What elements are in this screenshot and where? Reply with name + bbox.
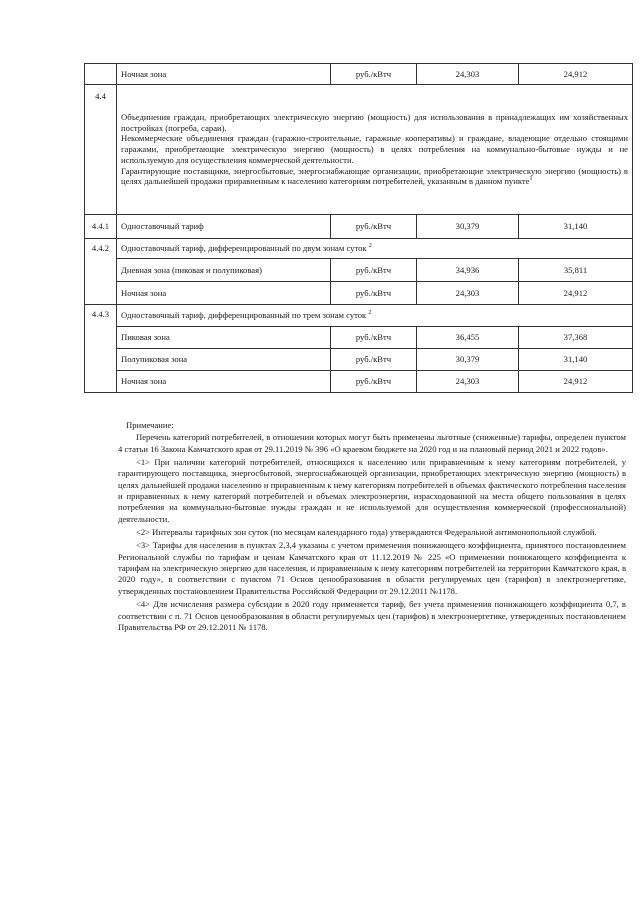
section-paragraph: Объединения граждан, приобретающих электрическую энергию (мощность) для использования в принадлежащих им хозяйственных постройках (погреба, сараи).	[121, 111, 628, 133]
row-number: 4.4.3	[85, 305, 117, 393]
table-row	[85, 327, 633, 349]
row-label: Одноставочный тариф, дифференцированный по двум зонам суток $^2$	[117, 239, 633, 259]
value-2020-h2: 35,811	[519, 259, 633, 282]
row-unit: руб./кВтч	[331, 215, 417, 239]
row-label: Ночная зона	[117, 282, 331, 305]
row-number	[85, 64, 117, 85]
footnote-mark: 1	[529, 176, 533, 183]
row-label: Дневная зона (пиковая и полупиковая)	[117, 259, 331, 282]
value-2020-h2: 24,912	[519, 371, 633, 393]
row-label: Одноставочный тариф, дифференцированный по трем зонам суток $^2$	[117, 305, 633, 327]
table-row	[85, 239, 633, 259]
value-2020-h1: 24,303	[417, 64, 519, 85]
table-row	[85, 282, 633, 305]
table-row	[85, 371, 633, 393]
value-2020-h1: 24,303	[417, 282, 519, 305]
value-2020-h2: 24,912	[519, 64, 633, 85]
row-number: 4.4.2	[85, 239, 117, 305]
note-item: Перечень категорий потребителей, в отношении которых могут быть применены льготные (сниженные) тарифы, определен пунктом 4 статьи 16 Закона Камчатского края от 29.11.2019 № 396 «О краевом бюджете на 2020 год и на плановый период 2021 и 2022 годов».	[118, 432, 626, 454]
table-row	[85, 64, 633, 85]
value-2020-h1: 24,303	[417, 371, 519, 393]
value-2020-h2: 37,368	[519, 327, 633, 349]
value-2020-h1: 36,455	[417, 327, 519, 349]
value-2020-h1: 34,936	[417, 259, 519, 282]
note-item: <2> Интервалы тарифных зон суток (по месяцам календарного года) утверждаются Федеральной антимонопольной службой.	[136, 527, 597, 538]
table-row	[85, 349, 633, 371]
row-label: Полупиковая зона	[117, 349, 331, 371]
note-item: <1> При наличии категорий потребителей, относящихся к населению или приравненным к нему категориям потребителей, у гарантирующего поставщика, энергосбытовой, энергоснабжающей организации, приобретающих электрическую энергию (мощность) в целях дальнейшей продажи населению и приравненным к нему категориям потребителей в объемах фактического потребления населения и приравненных к нему категорий потребителей и объемах электроэнергии, израсходованной на места общего пользования в целях потребления на коммунально-бытовые нужды граждан и не используемой для осуществления коммерческой (профессиональной) деятельности.	[118, 457, 626, 524]
section-description	[117, 85, 633, 215]
row-label: Ночная зона	[117, 64, 331, 85]
value-2020-h2: 24,912	[519, 282, 633, 305]
note-item: <4> Для исчисления размера субсидии в 2020 году применяется тариф, без учета применения понижающего коэффициента 0,7, в соответствии с п. 71 Основ ценообразования в области регулируемых цен (тарифов) в электроэнергетике, утвержденных постановлением Правительства РФ от 29.12.2011 № 1178.	[118, 599, 626, 632]
row-unit: руб./кВтч	[331, 282, 417, 305]
section-number: 4.4	[85, 85, 117, 215]
value-2020-h1: 30,379	[417, 215, 519, 239]
row-label: Одноставочный тариф	[117, 215, 331, 239]
table-row	[85, 305, 633, 327]
section-row	[85, 85, 633, 215]
section-paragraph: Гарантирующие поставщики, энергосбытовые, энергоснабжающие организации, приобретающие электрическую энергию (мощность) в целях дальнейшей продажи приравненным к населению категориям потребителей, указанным в данном пункте$^1$	[121, 165, 628, 187]
value-2020-h1: 30,379	[417, 349, 519, 371]
footnote-mark: 2	[368, 310, 372, 317]
section-paragraph: Некоммерческие объединения граждан (гаражно-строительные, гаражные кооперативы) и граждане, владеющие отдельно стоящими гаражами, приобретающие электрическую энергию (мощность) в целях потребления на коммунально-бытовые нужды и не используемую для осуществления коммерческой деятельности.	[121, 133, 628, 165]
notes-section	[118, 420, 626, 635]
row-unit: руб./кВтч	[331, 259, 417, 282]
row-label: Пиковая зона	[117, 327, 331, 349]
row-unit: руб./кВтч	[331, 371, 417, 393]
footnote-mark: 2	[368, 243, 372, 250]
table-row	[85, 259, 633, 282]
note-item: <3> Тарифы для населения в пунктах 2,3,4 указаны с учетом применения понижающего коэффициента, принятого постановлением Региональной службы по тарифам и ценам Камчатского края от 11.12.2019 № 225 «О применении понижающего коэффициента к тарифам на электрическую энергию для населения, и приравненным к нему категориям потребителей на территории Камчатского края, в 2020 году», в соответствии с пунктом 71 Основ ценообразования в области регулируемых цен (тарифов) в электроэнергетике, утвержденных постановлением Правительства Российской Федерации от 29.12.2011 №1178.	[118, 540, 626, 596]
row-unit: руб./кВтч	[331, 64, 417, 85]
row-unit: руб./кВтч	[331, 327, 417, 349]
row-label: Ночная зона	[117, 371, 331, 393]
notes-title: Примечание:	[126, 420, 174, 430]
row-number: 4.4.1	[85, 215, 117, 239]
table-row	[85, 215, 633, 239]
value-2020-h2: 31,140	[519, 349, 633, 371]
value-2020-h2: 31,140	[519, 215, 633, 239]
tariff-table	[84, 63, 633, 393]
row-unit: руб./кВтч	[331, 349, 417, 371]
